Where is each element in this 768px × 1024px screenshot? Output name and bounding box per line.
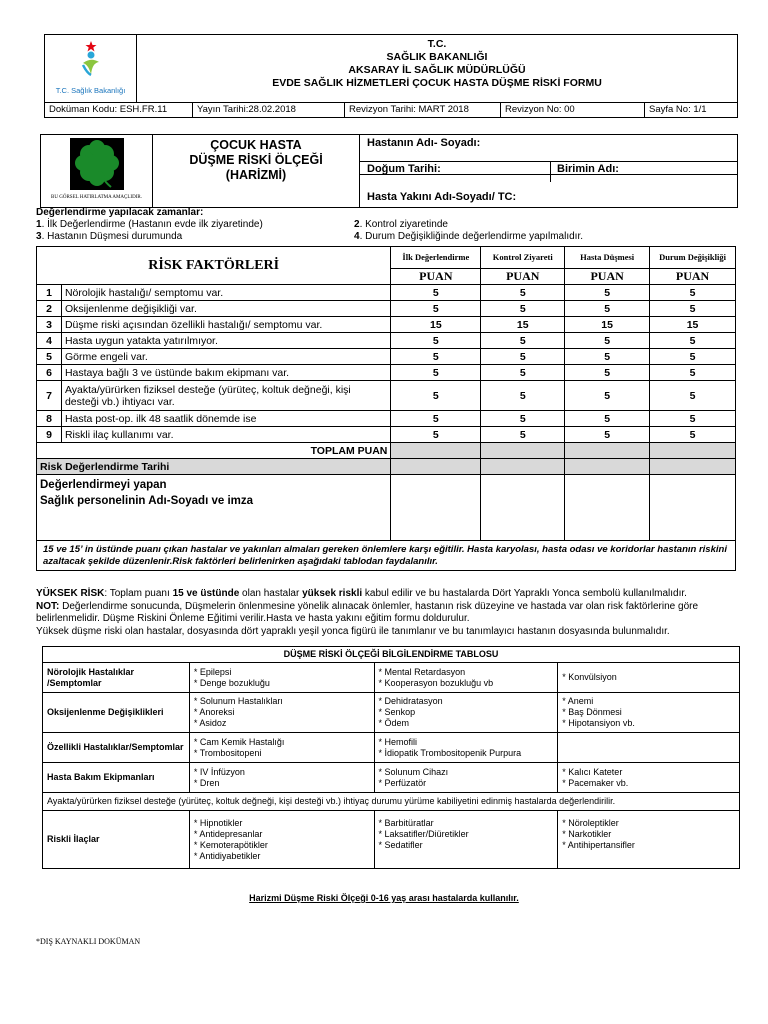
- risk-rows: [37, 285, 736, 443]
- date-cell[interactable]: [650, 459, 736, 475]
- date-cell[interactable]: [481, 459, 565, 475]
- score-cell[interactable]: 5: [391, 349, 481, 365]
- info-item: * Laksatifler/Diüretikler: [378, 828, 469, 839]
- note-bold: 15 ve üstünde: [172, 588, 240, 599]
- total-cell[interactable]: [650, 443, 736, 459]
- score-cell[interactable]: 5: [650, 301, 736, 317]
- item-text: . İlk Değerlendirme (Hastanın evde ilk ziyaretinde): [41, 219, 263, 230]
- info-item: * Solunum Cihazı: [378, 766, 449, 777]
- title-line: T.C.: [427, 38, 447, 50]
- logo-caption: T.C. Sağlık Bakanlığı: [55, 86, 126, 95]
- risk-row: [37, 317, 736, 333]
- info-item: * Kooperasyon bozukluğu vb: [378, 677, 494, 688]
- total-cell[interactable]: [565, 443, 650, 459]
- column-header: Kontrol Ziyareti: [481, 247, 565, 269]
- score-cell[interactable]: 5: [565, 349, 650, 365]
- info-cell: [558, 693, 740, 733]
- divider: [360, 161, 737, 162]
- info-item: * Kemoterapötikler: [193, 839, 268, 850]
- info-item: * Asidoz: [193, 718, 227, 728]
- column-header: İlk Değerlendirme: [391, 247, 481, 269]
- score-cell[interactable]: 5: [565, 285, 650, 301]
- score-cell[interactable]: 5: [391, 381, 481, 411]
- score-cell[interactable]: 5: [481, 301, 565, 317]
- note-bold: yüksek riskli: [302, 588, 363, 599]
- date-cell[interactable]: [565, 459, 650, 475]
- rev-date: Revizyon Tarihi: MART 2018: [345, 103, 501, 118]
- score-cell[interactable]: 5: [481, 285, 565, 301]
- info-row: [43, 733, 740, 763]
- row-number: 5: [37, 349, 62, 365]
- info-item: * Anoreksi: [193, 707, 235, 717]
- clover-caption: BU GÖRSEL HATIRLATMA AMAÇLIDIR.: [51, 195, 142, 200]
- risk-factors-table: [36, 246, 736, 571]
- rev-no: Revizyon No: 00: [501, 103, 645, 118]
- ministry-logo: [45, 35, 137, 102]
- score-cell[interactable]: 5: [650, 381, 736, 411]
- info-item: * Epilepsi: [193, 666, 232, 677]
- total-score-label: TOPLAM PUAN: [37, 443, 391, 459]
- score-cell[interactable]: 5: [565, 301, 650, 317]
- info-item: * Antidepresanlar: [193, 828, 263, 839]
- high-risk-label: YÜKSEK RİSK: [36, 588, 105, 599]
- doc-code: Doküman Kodu: ESH.FR.11: [45, 103, 193, 118]
- footer-note: Harizmi Düşme Riski Ölçeği 0-16 yaş arası hastalarda kullanılır.: [249, 893, 519, 903]
- info-cell: [374, 811, 558, 869]
- evaluation-times-heading: Değerlendirme yapılacak zamanlar:: [36, 207, 204, 218]
- score-cell[interactable]: 5: [650, 427, 736, 443]
- info-item: * Antidiyabetikler: [193, 850, 261, 861]
- risk-factors-title: RİSK FAKTÖRLERİ: [37, 247, 391, 285]
- risk-factor-text: Hasta post-op. ilk 48 saatlik dönemde ise: [61, 411, 390, 427]
- info-row-label: Özellikli Hastalıklar/Semptomlar: [43, 733, 190, 763]
- info-item: * Barbitüratlar: [378, 817, 434, 828]
- risk-row: [37, 411, 736, 427]
- risk-factor-text: Nörolojik hastalığı/ semptomu var.: [61, 285, 390, 301]
- info-item: * Baş Dönmesi: [562, 707, 622, 717]
- not-line: [36, 601, 736, 626]
- info-item: * Sedatifler: [378, 839, 423, 850]
- signature-cell[interactable]: [650, 475, 736, 541]
- score-cell[interactable]: 5: [391, 333, 481, 349]
- item-number: 2: [354, 219, 360, 230]
- scale-title-line: (HARİZMİ): [225, 168, 287, 182]
- item-text: . Hastanın Düşmesi durumunda: [41, 231, 183, 242]
- birth-date-label: Doğum Tarihi:: [367, 163, 441, 175]
- date-cell[interactable]: [391, 459, 481, 475]
- risk-row: [37, 333, 736, 349]
- info-row: [43, 693, 740, 733]
- score-cell[interactable]: 15: [481, 317, 565, 333]
- note-text: olan hastalar: [239, 588, 303, 599]
- puan-header: PUAN: [481, 269, 565, 285]
- signature-cell[interactable]: [481, 475, 565, 541]
- title-line: EVDE SAĞLIK HİZMETLERİ ÇOCUK HASTA DÜŞME RİSKİ FORMU: [272, 77, 602, 89]
- row-number: 1: [37, 285, 62, 301]
- risk-row: [37, 427, 736, 443]
- row-number: 2: [37, 301, 62, 317]
- document-title: [137, 35, 737, 102]
- info-item: * Anemi: [562, 696, 594, 706]
- info-item: * Dehidratasyon: [378, 696, 443, 706]
- document-header: [44, 34, 738, 118]
- signature-cell[interactable]: [565, 475, 650, 541]
- row-number: 4: [37, 333, 62, 349]
- risk-factor-text: Görme engeli var.: [61, 349, 390, 365]
- score-cell[interactable]: 5: [565, 427, 650, 443]
- relative-name-label: Hasta Yakını Adı-Soyadı/ TC:: [367, 191, 517, 203]
- info-item: * Nöroleptikler: [562, 817, 619, 828]
- score-cell[interactable]: 5: [391, 411, 481, 427]
- score-cell[interactable]: 5: [565, 333, 650, 349]
- info-cell: [558, 663, 740, 693]
- evaluator-line: Sağlık personelinin Adı-Soyadı ve imza: [40, 495, 254, 507]
- evaluator-line: Değerlendirmeyi yapan: [40, 479, 167, 491]
- note-text: : Toplam puanı: [104, 588, 173, 599]
- info-row: [43, 763, 740, 793]
- score-cell[interactable]: 5: [481, 349, 565, 365]
- scale-title: [153, 135, 360, 207]
- info-table: [42, 646, 740, 869]
- scale-title-line: DÜŞME RİSKİ ÖLÇEĞİ: [189, 153, 323, 167]
- last-line: Yüksek düşme riski olan hastalar, dosyasında dört yapraklı yeşil yonca figürü ile tanımlanır ve bu tanımlayıcı hastanın dosyasında bulunmalıdır.: [36, 625, 670, 637]
- item-number: 4: [354, 231, 360, 242]
- info-rows: [43, 663, 740, 793]
- info-cell: [558, 733, 740, 763]
- info-cell: [189, 763, 374, 793]
- info-row-label: Riskli İlaçlar: [43, 811, 190, 869]
- evaluator-label: [37, 475, 391, 541]
- info-item: * Konvülsiyon: [562, 672, 617, 682]
- risk-row: [37, 285, 736, 301]
- risk-factor-text: Riskli ilaç kullanımı var.: [61, 427, 390, 443]
- unit-name-label: Birimin Adı:: [557, 163, 619, 175]
- puan-header: PUAN: [650, 269, 736, 285]
- external-doc-label: *DIŞ KAYNAKLI DOKÜMAN: [36, 937, 141, 946]
- score-cell[interactable]: 5: [481, 381, 565, 411]
- high-risk-note: [36, 588, 736, 638]
- score-cell[interactable]: 5: [481, 427, 565, 443]
- patient-name-label: Hastanın Adı- Soyadı:: [367, 137, 481, 149]
- score-cell[interactable]: 5: [391, 365, 481, 381]
- info-item: * Hipotansiyon vb.: [562, 718, 635, 728]
- title-line: AKSARAY İL SAĞLIK MÜDÜRLÜĞÜ: [348, 64, 526, 76]
- score-cell[interactable]: 5: [650, 365, 736, 381]
- italic-note: 15 ve 15’ in üstünde puanı çıkan hastalar ve yakınları almaları gereken önlemlere karşı eğitilir. Hasta karyolası, hasta odası ve koridorlar hastanın riskini azaltacak şekilde düzenlenir.Risk faktörleri belirlenirken aşağıdaki tablodan faydalanılır.: [37, 541, 736, 571]
- item-text: . Kontrol ziyaretinde: [359, 219, 448, 230]
- puan-header: PUAN: [391, 269, 481, 285]
- info-row: [43, 811, 740, 869]
- info-item: * Perfüzatör: [378, 777, 427, 788]
- scale-title-line: ÇOCUK HASTA: [210, 138, 302, 152]
- score-cell[interactable]: 5: [565, 365, 650, 381]
- info-item: * Denge bozukluğu: [193, 677, 270, 688]
- info-item: * Antihipertansifler: [562, 839, 635, 850]
- risk-row: [37, 381, 736, 411]
- column-header: Durum Değişikliği: [650, 247, 736, 269]
- info-item: * Narkotikler: [562, 828, 612, 839]
- score-cell[interactable]: 5: [565, 411, 650, 427]
- risk-row: [37, 301, 736, 317]
- evaluation-time-item: [354, 219, 448, 231]
- info-item: * Mental Retardasyon: [378, 666, 466, 677]
- info-cell: [189, 811, 374, 869]
- score-cell[interactable]: 5: [391, 285, 481, 301]
- evaluation-time-item: [36, 219, 354, 231]
- info-row: [43, 663, 740, 693]
- info-item: * Hemofili: [378, 736, 418, 747]
- note-text: Değerlendirme sonucunda, Düşmelerin önlenmesine yönelik alınacak önlemler, hastanın risk düzeyine ve hastada var olan risk faktörlerine göre belirlenmelidir. Düşme Riskini Önleme Eğitimi verilir.Hasta ve hasta yakını eğitim formu doldurulur.: [36, 600, 699, 624]
- info-item: * IV İnfüzyon: [193, 766, 245, 777]
- info-cell: [189, 693, 374, 733]
- score-cell[interactable]: 15: [650, 317, 736, 333]
- info-cell: [374, 733, 558, 763]
- risk-factor-text: Oksijenlenme değişikliği var.: [61, 301, 390, 317]
- row-number: 7: [37, 381, 62, 411]
- score-cell[interactable]: 5: [565, 381, 650, 411]
- row-number: 3: [37, 317, 62, 333]
- info-row-label: Hasta Bakım Ekipmanları: [43, 763, 190, 793]
- risk-factor-text: Hasta uygun yatakta yatırılmıyor.: [61, 333, 390, 349]
- row-number: 9: [37, 427, 62, 443]
- risk-date-label: Risk Değerlendirme Tarihi: [37, 459, 391, 475]
- score-cell[interactable]: 5: [650, 349, 736, 365]
- row-number: 8: [37, 411, 62, 427]
- info-item: * Solunum Hastalıkları: [193, 696, 283, 706]
- risk-row: [37, 365, 736, 381]
- risk-factor-text: Hastaya bağlı 3 ve üstünde bakım ekipmanı var.: [61, 365, 390, 381]
- info-item: * Kalıcı Kateter: [562, 766, 623, 777]
- info-item: * Trombositopeni: [193, 747, 262, 758]
- info-item: * Senkop: [378, 707, 416, 717]
- patient-box: [40, 134, 738, 208]
- item-text: . Durum Değişikliğinde değerlendirme yapılmalıdır.: [359, 231, 583, 242]
- info-table-title: DÜŞME RİSKİ ÖLÇEĞİ BİLGİLENDİRME TABLOSU: [43, 647, 740, 663]
- info-item: * Cam Kemik Hastalığı: [193, 736, 285, 747]
- document-meta: [45, 102, 737, 118]
- title-line: SAĞLIK BAKANLIĞI: [386, 51, 488, 63]
- score-cell[interactable]: 5: [481, 411, 565, 427]
- signature-cell[interactable]: [391, 475, 481, 541]
- score-cell[interactable]: 5: [391, 427, 481, 443]
- item-number: 3: [36, 231, 42, 242]
- page-no: Sayfa No: 1/1: [649, 104, 707, 115]
- info-item: * Dren: [193, 777, 220, 788]
- pub-date: Yayın Tarihi:28.02.2018: [193, 103, 345, 118]
- score-cell[interactable]: 5: [391, 301, 481, 317]
- risk-factor-text: Düşme riski açısından özellikli hastalığı/ semptomu var.: [61, 317, 390, 333]
- puan-header: PUAN: [565, 269, 650, 285]
- four-leaf-clover-icon: [41, 135, 153, 195]
- info-cell: [558, 763, 740, 793]
- score-cell[interactable]: 5: [650, 411, 736, 427]
- high-risk-line: [36, 588, 736, 601]
- divider: [360, 174, 737, 175]
- evaluation-times: [36, 207, 736, 243]
- score-cell[interactable]: 5: [481, 333, 565, 349]
- info-cell: [189, 663, 374, 693]
- score-cell[interactable]: 5: [650, 333, 736, 349]
- evaluation-time-item: [36, 231, 354, 243]
- not-label: NOT:: [36, 600, 60, 612]
- info-row-label: Nörolojik Hastalıklar /Semptomlar: [43, 663, 190, 693]
- total-cell[interactable]: [391, 443, 481, 459]
- risk-row: [37, 349, 736, 365]
- info-cell: [558, 811, 740, 869]
- score-cell[interactable]: 15: [565, 317, 650, 333]
- score-cell[interactable]: 5: [650, 285, 736, 301]
- item-number: 1: [36, 219, 42, 230]
- column-header: Hasta Düşmesi: [565, 247, 650, 269]
- info-row-label: Oksijenlenme Değişiklikleri: [43, 693, 190, 733]
- info-cell: [374, 763, 558, 793]
- divider: [550, 161, 551, 182]
- total-cell[interactable]: [481, 443, 565, 459]
- note-text: kabul edilir ve bu hastalarda Dört Yapraklı Yonca sembolü kullanılmalıdır.: [362, 588, 687, 599]
- evaluation-time-item: [354, 231, 583, 243]
- row-number: 6: [37, 365, 62, 381]
- info-cell: [189, 733, 374, 763]
- info-item: * Pacemaker vb.: [562, 777, 629, 788]
- clover-figure: [41, 135, 153, 207]
- info-item: * İdiopatik Trombositopenik Purpura: [378, 747, 522, 758]
- info-full-row: Ayakta/yürürken fiziksel desteğe (yürüteç, koltuk değneği, kişi desteği vb.) ihtiyaç durumu yürüme kabiliyetini edinmiş hastalarda değerlendirilir.: [43, 793, 740, 811]
- info-cell: [374, 693, 558, 733]
- info-item: * Hipnotikler: [193, 817, 243, 828]
- info-cell: [374, 663, 558, 693]
- risk-factor-text: Ayakta/yürürken fiziksel desteğe (yürüteç, koltuk değneği, kişi desteği vb.) ihtiyacı var.: [61, 381, 390, 411]
- info-item: * Ödem: [378, 718, 410, 728]
- score-cell[interactable]: 5: [481, 365, 565, 381]
- score-cell[interactable]: 15: [391, 317, 481, 333]
